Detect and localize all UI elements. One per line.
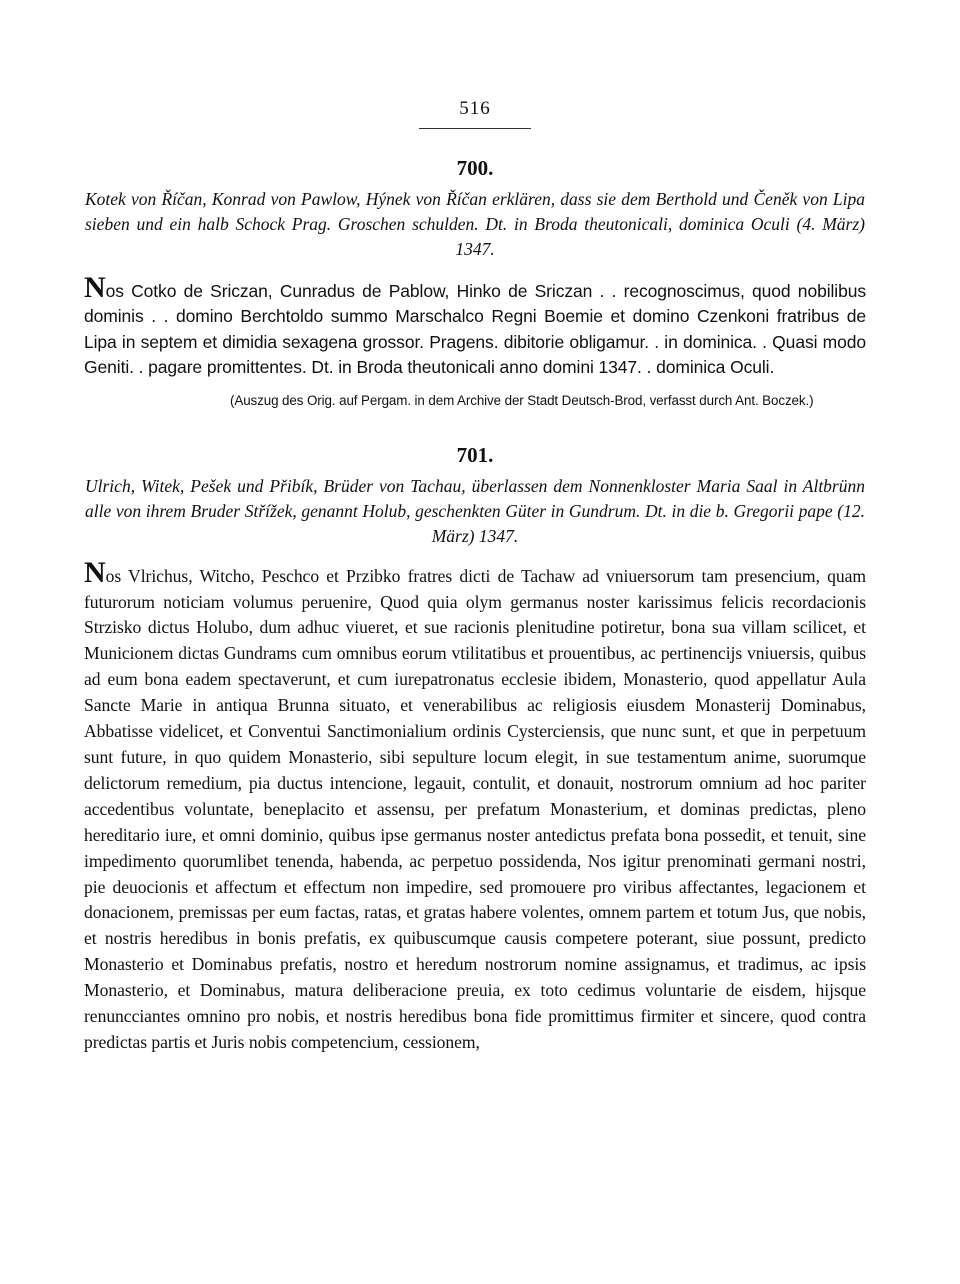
document-entry-700 [84, 155, 866, 412]
document-text-body: os Cotko de Sriczan, Cunradus de Pablow, Hinko de Sriczan . . recognoscimus, quod nobilibus dominis . . domino Berchtoldo summo Marschalco Regni Boemie et domino Czenkoni fratribus de Lipa in septem et dimidia sexagena grossor. Pragens. dibitorie obligamur. . in dominica. . Quasi modo Geniti. . pagare promittentes. Dt. in Broda theutonicali anno domini 1347. . dominica Oculi. [84, 281, 866, 378]
page-number-rule [419, 128, 531, 129]
document-page [84, 96, 866, 1056]
initial-letter: N [84, 271, 106, 304]
page-number: 516 [459, 98, 491, 119]
document-number: 701. [456, 442, 494, 467]
document-regest: Kotek von Říčan, Konrad von Pawlow, Hýnek von Říčan erklären, dass sie dem Berthold und Čeněk von Lipa sieben und ein halb Schock Prag. Groschen schulden. Dt. in Broda theutonicali, dominica Oculi (4. März) 1347. [85, 189, 865, 259]
document-entry-701 [84, 442, 866, 1056]
document-text-body: os Vlrichus, Witcho, Peschco et Przibko fratres dicti de Tachaw ad vniuersorum tam presencium, quam futurorum noticiam volumus peruenire, Quod quia olym germanus noster karissimus felicis recordacionis Strzisko dictus Holubo, dum adhuc viueret, et sue racionis plenitudine potiretur, bona sua villam scilicet, et Municionem dictas Gundrams cum omnibus eorum vtilitatibus et prouentibus, ac pertinencijs vniuersis, quibus ad eum bona eadem spectaverunt, et cum iurepatronatus ecclesie ibidem, Monasterio, quod appellatur Aula Sancte Marie in antiqua Brunna situato, et venerabilibus ac religiosis eiusdem Monasterij Dominabus, Abbatisse videlicet, et Conventui Sanctimonialium ordinis Cysterciensis, que nunc sunt, et que in perpetuum sunt future, in quo quidem Monasterio, sibi sepulture locum elegit, in sue testamentum anime, suorumque delictorum remedium, pia ductus intencione, legauit, contulit, et donauit, nostrorum omnium ad hoc pariter accedentibus voluntate, beneplacito et assensu, per prefatum Monasterium, et dominas predictas, pleno hereditario iure, et omni dominio, quibus ipse germanus noster antedictus prefata bona possedit, et tenuit, sine impedimento quorumlibet tenenda, habenda, ac perpetuo possidenda, Nos igitur prenominati germani nostri, pie deuocionis et affectum et effectum non impedire, sed promouere pro viribus affectantes, legacionem et donacionem, premissas per eum factas, ratas, et gratas habere volentes, omnem partem et totum Jus, que nobis, et nostris heredibus in bonis prefatis, ex quibuscumque causis competere poterant, siue possunt, predicto Monasterio et Dominabus prefatis, nostro et heredum nostrorum nomine assignamus, et tradimus, ac ipsis Monasterio, et Dominabus, matura deliberacione preuia, ex toto cedimus voluntarie de eisdem, hijsque renuncciantes omnino pro nobis, et nostris heredibus bona fide promittimus firmiter et sincere, quod contra predictas partis et Juris nobis competencium, cessionem, [84, 565, 866, 1052]
document-regest: Ulrich, Witek, Pešek und Přibík, Brüder von Tachau, überlassen dem Nonnenkloster Maria Saal in Altbrünn alle von ihrem Bruder Střížek, genannt Holub, geschenkten Güter in Gundrum. Dt. in die b. Gregorii pape (12. März) 1347. [85, 475, 865, 546]
document-text [84, 271, 866, 381]
document-text [84, 555, 866, 1056]
source-note: (Auszug des Orig. auf Pergam. in dem Archive der Stadt Deutsch-Brod, verfasst durch Ant. Boczek.) [230, 392, 814, 408]
initial-letter: N [84, 555, 106, 589]
document-number: 700. [456, 156, 494, 180]
